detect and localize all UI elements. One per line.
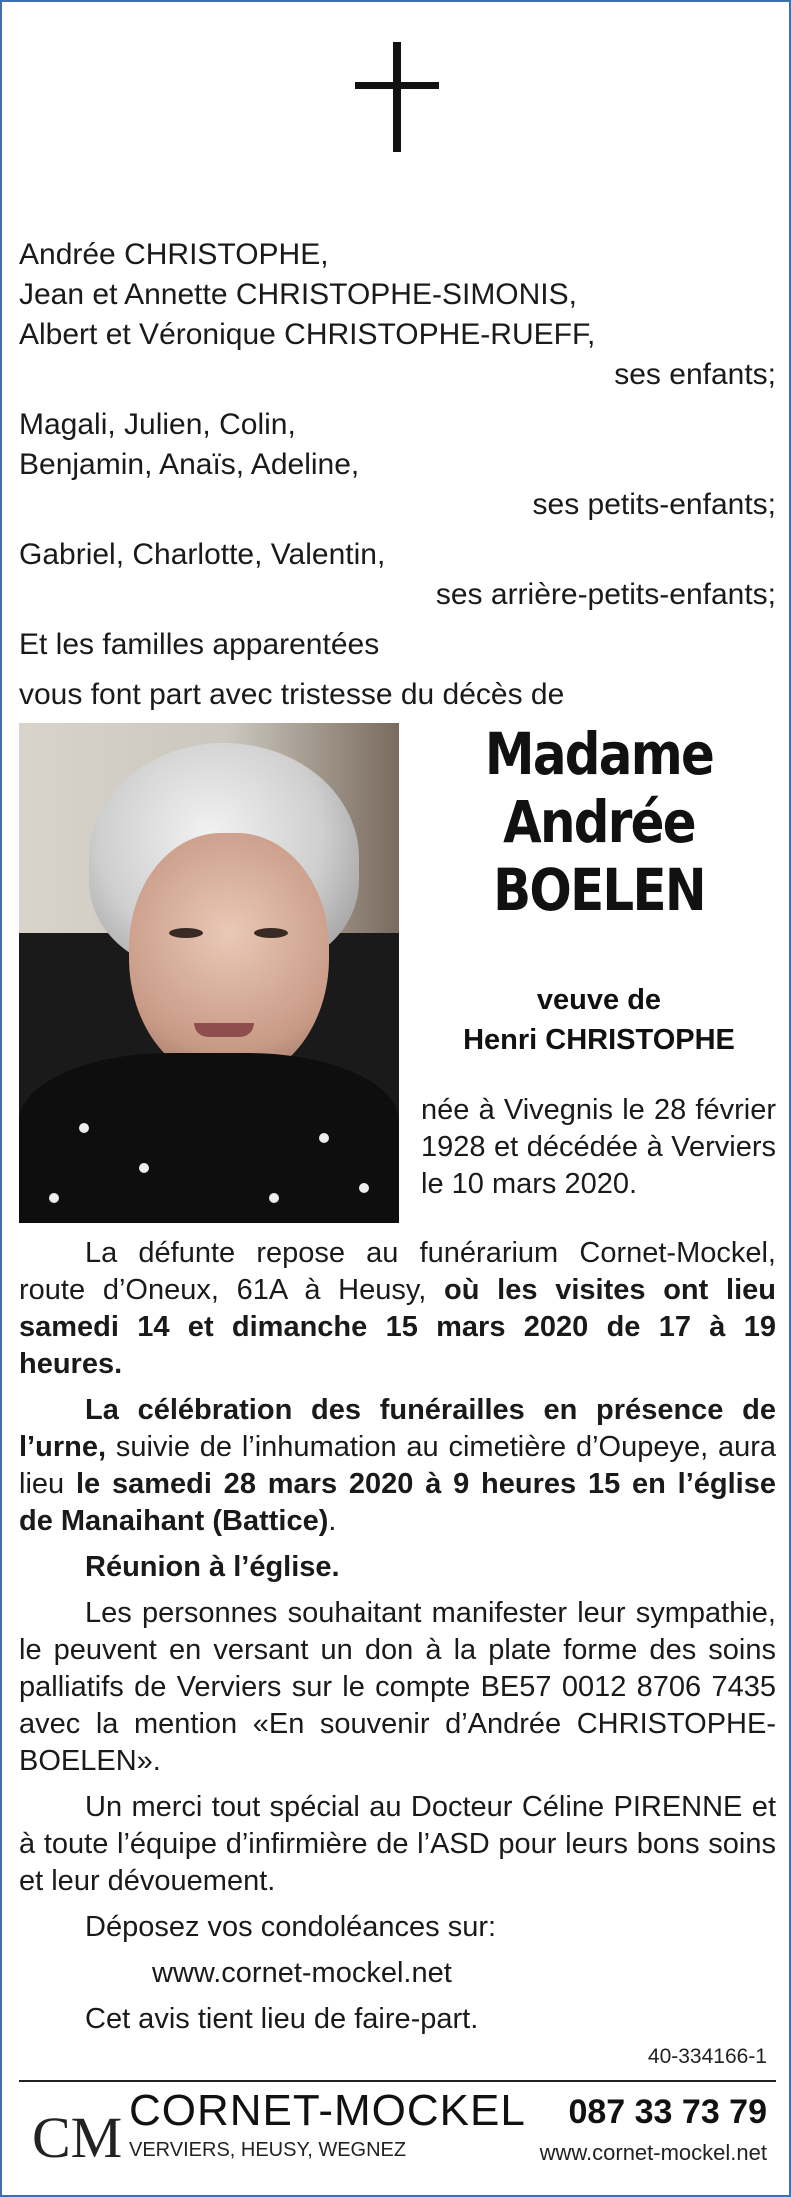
grandchild-line: Benjamin, Anaïs, Adeline, [19, 448, 360, 481]
children-role: ses enfants; [614, 358, 776, 391]
brand-phone[interactable]: 087 33 73 79 [568, 2093, 767, 2131]
child-line: Andrée CHRISTOPHE, [19, 238, 329, 271]
thanks-paragraph: Un merci tout spécial au Docteur Céline PIRENNE et à toute l’équipe d’infirmière de l’ASD pour leurs bons soins et leur dévouement. [19, 1791, 776, 1897]
condolences-paragraph: Déposez vos condoléances sur: [85, 1911, 497, 1943]
family-list [19, 235, 776, 715]
child-line: Jean et Annette CHRISTOPHE-SIMONIS, [19, 278, 577, 311]
meeting-paragraph: Réunion à l’église. [85, 1551, 340, 1583]
great-grandchildren-role: ses arrière-petits-enfants; [435, 578, 776, 611]
donation-paragraph: Les personnes souhaitant manifester leur sympathie, le peuvent en versant un don à la plate forme des soins palliatifs de Verviers sur le compte BE57 0012 8706 7435 avec la mention «En souvenir d’Andrée CHRISTOPHE-BOELEN». [19, 1597, 776, 1777]
grandchild-line: Magali, Julien, Colin, [19, 408, 296, 441]
condolences-link[interactable]: www.cornet-mockel.net [152, 1957, 452, 1989]
relatives-line: Et les familles apparentées [19, 628, 380, 661]
birth-death-text: née à Vivegnis le 28 février 1928 et décédée à Verviers le 10 mars 2020. [421, 1094, 776, 1200]
deceased-title: Madame [484, 720, 714, 788]
brand-name: CORNET-MOCKEL [129, 2086, 526, 2135]
widow-label: veuve de [536, 984, 662, 1016]
spouse-name: Henri CHRISTOPHE [463, 1024, 735, 1056]
deceased-last-name: BOELEN [493, 856, 705, 924]
brand-website[interactable]: www.cornet-mockel.net [539, 2140, 767, 2165]
great-grandchild-line: Gabriel, Charlotte, Valentin, [19, 538, 386, 571]
cm-logo-icon [30, 2095, 123, 2175]
reference-number: 40-334166-1 [647, 2045, 767, 2068]
announcement-line: vous font part avec tristesse du décès de [19, 678, 565, 711]
portrait-photo [19, 723, 399, 1223]
closing-paragraph: Cet avis tient lieu de faire-part. [85, 2003, 479, 2035]
cross-icon [355, 42, 439, 152]
divider [19, 2080, 776, 2082]
logo-letters: CM [32, 2105, 123, 2170]
deceased-first-name: Andrée [503, 788, 695, 856]
notice-body [19, 1235, 776, 2047]
deceased-name [447, 720, 751, 924]
widow-block [422, 980, 776, 1060]
visitation-paragraph: La défunte repose au funérarium Cornet-Mockel, route d’Oneux, 61A à Heusy, où les visites ont lieu samedi 14 et dimanche 15 mars 2020 de 17 à 19 heures. [19, 1237, 776, 1380]
brand-towns: VERVIERS, HEUSY, WEGNEZ [129, 2139, 407, 2161]
child-line: Albert et Véronique CHRISTOPHE-RUEFF, [19, 318, 596, 351]
grandchildren-role: ses petits-enfants; [532, 488, 776, 521]
funeral-paragraph: La célébration des funérailles en présence de l’urne, suivie de l’inhumation au cimetière d’Oupeye, aura lieu le samedi 28 mars 2020 à 9 heures 15 en l’église de Manaihant (Battice). [19, 1394, 776, 1537]
